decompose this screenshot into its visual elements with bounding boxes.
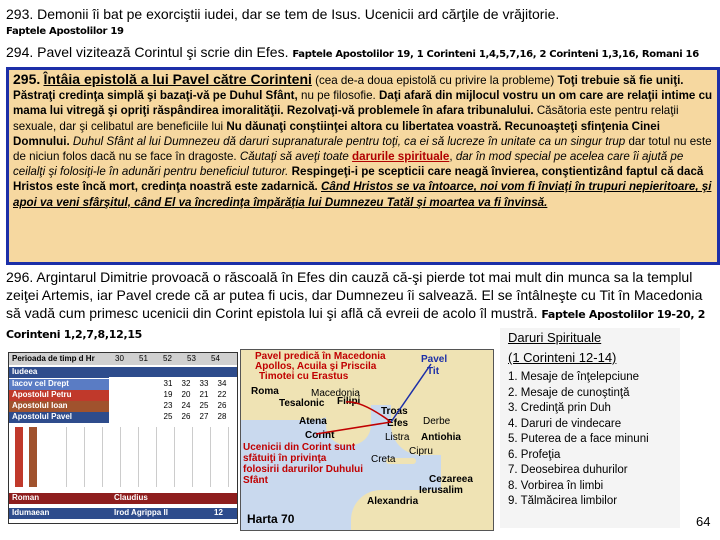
timeline-cell: 20 [181,390,191,399]
s295-resurrection: Respingeţi-i pe scepticii care neagă învierea, conştientizând faptul că dacă Hristos este încă mort, credinţa noastră este zadarnică. [13,165,704,194]
s295-spirit-gifts: Duhul Sfânt al lui Dumnezeu dă daruri supranaturale pentru toţi, ca ei să lucreze în unitate ca un singur trup [72,134,626,148]
timeline-cell: 21 [199,390,209,399]
s295-benefit: dar în mod special pe acelea care îi ajută pe ceilalţi şi folosiţi-le în adunări pentru beneficiul tuturor. [13,150,684,179]
spiritual-gifts-box [500,328,680,528]
gift-item: 6. Profeţia [508,448,561,461]
section-295-number: 295. [13,71,41,87]
map-place-roma: Roma [251,386,279,397]
map-harta-70 [240,349,494,531]
timeline-cell: 25 [163,412,173,421]
heading-293-text: 293. Demonii îi bat pe exorciştii iudei, dar se tem de Isus. Ucenicii ard cărţile de vrăjitorie. [6,6,560,22]
map-place-filipi: Filipi [337,396,361,407]
timeline-row-pavel: Apostolul Pavel [9,412,109,423]
timeline-year: 51 [139,354,148,363]
map-place-listra: Listra [385,432,410,443]
gift-item: 5. Puterea de a face minuni [508,433,649,445]
timeline-idumean-number: 12 [214,508,223,517]
timeline-cell: 23 [163,401,173,410]
s295-spiritual-gifts-link[interactable]: darurile spirituale [352,150,450,164]
map-place-macedonia: Macedonia [311,388,360,399]
timeline-roman-value: Claudius [114,493,148,502]
map-place-antiohia: Antiohia [421,432,461,443]
map-note-corint: Ucenicii din Corint sunt sfătuiţi în privinţa folosirii darurilor Duhului Sfânt [243,442,363,486]
section-295-title-note: (cea de-a doua epistolă cu privire la probleme) [315,74,555,87]
map-place-tesalonic: Tesalonic [279,398,325,409]
gifts-list [508,370,649,510]
gift-item: 1. Mesaje de înţelepciune [508,371,640,383]
timeline-cell: 27 [199,412,209,421]
s295-return: Când Hristos se va întoarce, noi vom fi înviaţi în trupuri nepieritoare, şi apoi va veni sfârşitul, când El va încredinţa împărăţia lui Dumnezeu Tatăl şi moartea va fi învinsă. [13,180,712,209]
gifts-title-ref: (1 Corinteni 12-14) [508,350,617,365]
timeline-table [8,352,238,524]
timeline-cell: 26 [181,412,191,421]
s295-love: dar totul nu este de niciun folos dacă nu se face în dragoste. [13,134,712,164]
timeline-roman-label: Roman [12,493,40,502]
gift-item: 8. Vorbirea în limbi [508,479,604,492]
timeline-cell: 25 [199,401,209,410]
timeline-row-idumean [9,508,237,519]
gift-item: 2. Mesaje de cunoştinţă [508,386,630,399]
timeline-idumean-label: Idumaean [12,508,50,517]
s295-comma: , [449,150,453,164]
map-route-arrows [241,350,493,530]
timeline-row-roman [9,493,237,504]
gift-item: 4. Daruri de vindecare [508,417,622,430]
gift-item: 9. Tălmăcirea limbilor [508,495,618,507]
reference-293: Faptele Apostolilor 19 [6,26,124,37]
map-place-corint: Corint [305,430,335,441]
timeline-row-petru: Apostolul Petru [9,390,109,401]
map-place-efes: Efes [387,418,409,429]
timeline-cell: 33 [199,379,209,388]
timeline-cell: 31 [163,379,173,388]
gift-item: 7. Deosebirea duhurilor [508,464,628,476]
map-place-cezareea: Cezareea [429,474,473,485]
map-note-macedonia: Pavel predică în Macedonia [255,351,386,362]
timeline-bar-brown [29,427,37,487]
s295-immorality: Daţi afară din mijlocul vostru un om care are relaţii intime cu mama lui vitregă şi opriţi răspândirea imoralităţii. Rezolvaţi-vă problemele în afara tribunalului. [13,89,713,118]
heading-293 [6,6,559,22]
heading-294-text: 294. Pavel vizitează Corintul şi scrie din Efes. [6,44,289,60]
map-note-timotei: Timotei cu Erastus [259,371,349,382]
timeline-cell: 26 [217,401,227,410]
timeline-cell: 28 [217,412,227,421]
timeline-row-iacov: Iacov cel Drept [9,379,109,390]
section-295-title: Întâia epistolă a lui Pavel către Corinteni [43,71,312,87]
map-place-pavel: Pavel [421,354,448,365]
map-place-ierusalim: Ierusalim [419,485,463,496]
map-label: Harta 70 [247,512,295,526]
reference-294: Faptele Apostolilor 19, 1 Corinteni 1,4,5,7,16, 2 Corinteni 1,3,16, Romani 16 [292,49,699,60]
timeline-cell: 32 [181,379,191,388]
map-place-derbe: Derbe [423,416,451,427]
reference-296: Faptele Apostolilor 19-20, 2 Corinteni 1,2,7,8,12,15 [6,308,706,341]
s295-unity: Toţi trebuie să fie uniţi. Păstraţi credinţa simplă şi bazaţi-vă pe Duhul Sfânt, [13,74,684,103]
s295-philosophy: nu pe filosofie. [301,89,376,103]
map-place-tit: Tit [427,366,440,377]
timeline-year: 30 [115,354,124,363]
timeline-grid [49,427,231,487]
s295-conscience: Nu dăunaţi conştiinţei altora cu libertatea voastră. [226,119,502,133]
s295-supper: Recunoaşteţi sfinţenia Cinei Domnului. [13,119,660,148]
map-place-alexandria: Alexandria [367,496,419,507]
timeline-row-iudeea: Iudeea [9,367,109,378]
s295-seek: Căutaţi să aveţi toate [239,150,349,164]
s295-marriage: Căsătoria este pentru relaţii sexuale, dar şi celibatul are beneficiile lui [13,104,679,133]
timeline-cell: 19 [163,390,173,399]
map-place-creta: Creta [371,454,396,465]
timeline-header [9,353,237,365]
heading-294 [6,44,699,60]
timeline-header-label: Perioada de timp d Hr [12,354,95,363]
timeline-idumean-value: Irod Agrippa II [114,508,168,517]
timeline-row-ioan: Apostolul Ioan [9,401,109,412]
timeline-year: 52 [163,354,172,363]
paragraph-296-text: 296. Argintarul Dimitrie provoacă o răscoală în Efes din cauză că-şi pierde tot mai mult din munca sa la templul zeiţei Artemis, iar Pavel crede că ar putea fi ucis, dar Dumnezeu îi salvează. El se întâlneşte cu Tit în Macedonia să vadă cum primesc ucenicii din Corint epistola lui şi află că evreii de acolo îl mustră. [6,269,703,321]
timeline-cell: 24 [181,401,191,410]
timeline-bar-red [15,427,23,487]
gifts-title: Daruri Spirituale [508,330,602,345]
timeline-year: 54 [211,354,220,363]
timeline-cell: 34 [217,379,227,388]
gift-item: 3. Credinţă prin Duh [508,402,611,414]
map-place-troas: Troas [381,406,408,417]
timeline-year: 53 [187,354,196,363]
timeline-cell: 22 [217,390,227,399]
map-note-apollos: Apollos, Acuila şi Priscila [255,361,377,372]
section-295-box [6,67,720,265]
map-place-atena: Atena [299,416,327,427]
map-place-cipru: Cipru [409,446,433,457]
page-number: 64 [696,514,711,529]
